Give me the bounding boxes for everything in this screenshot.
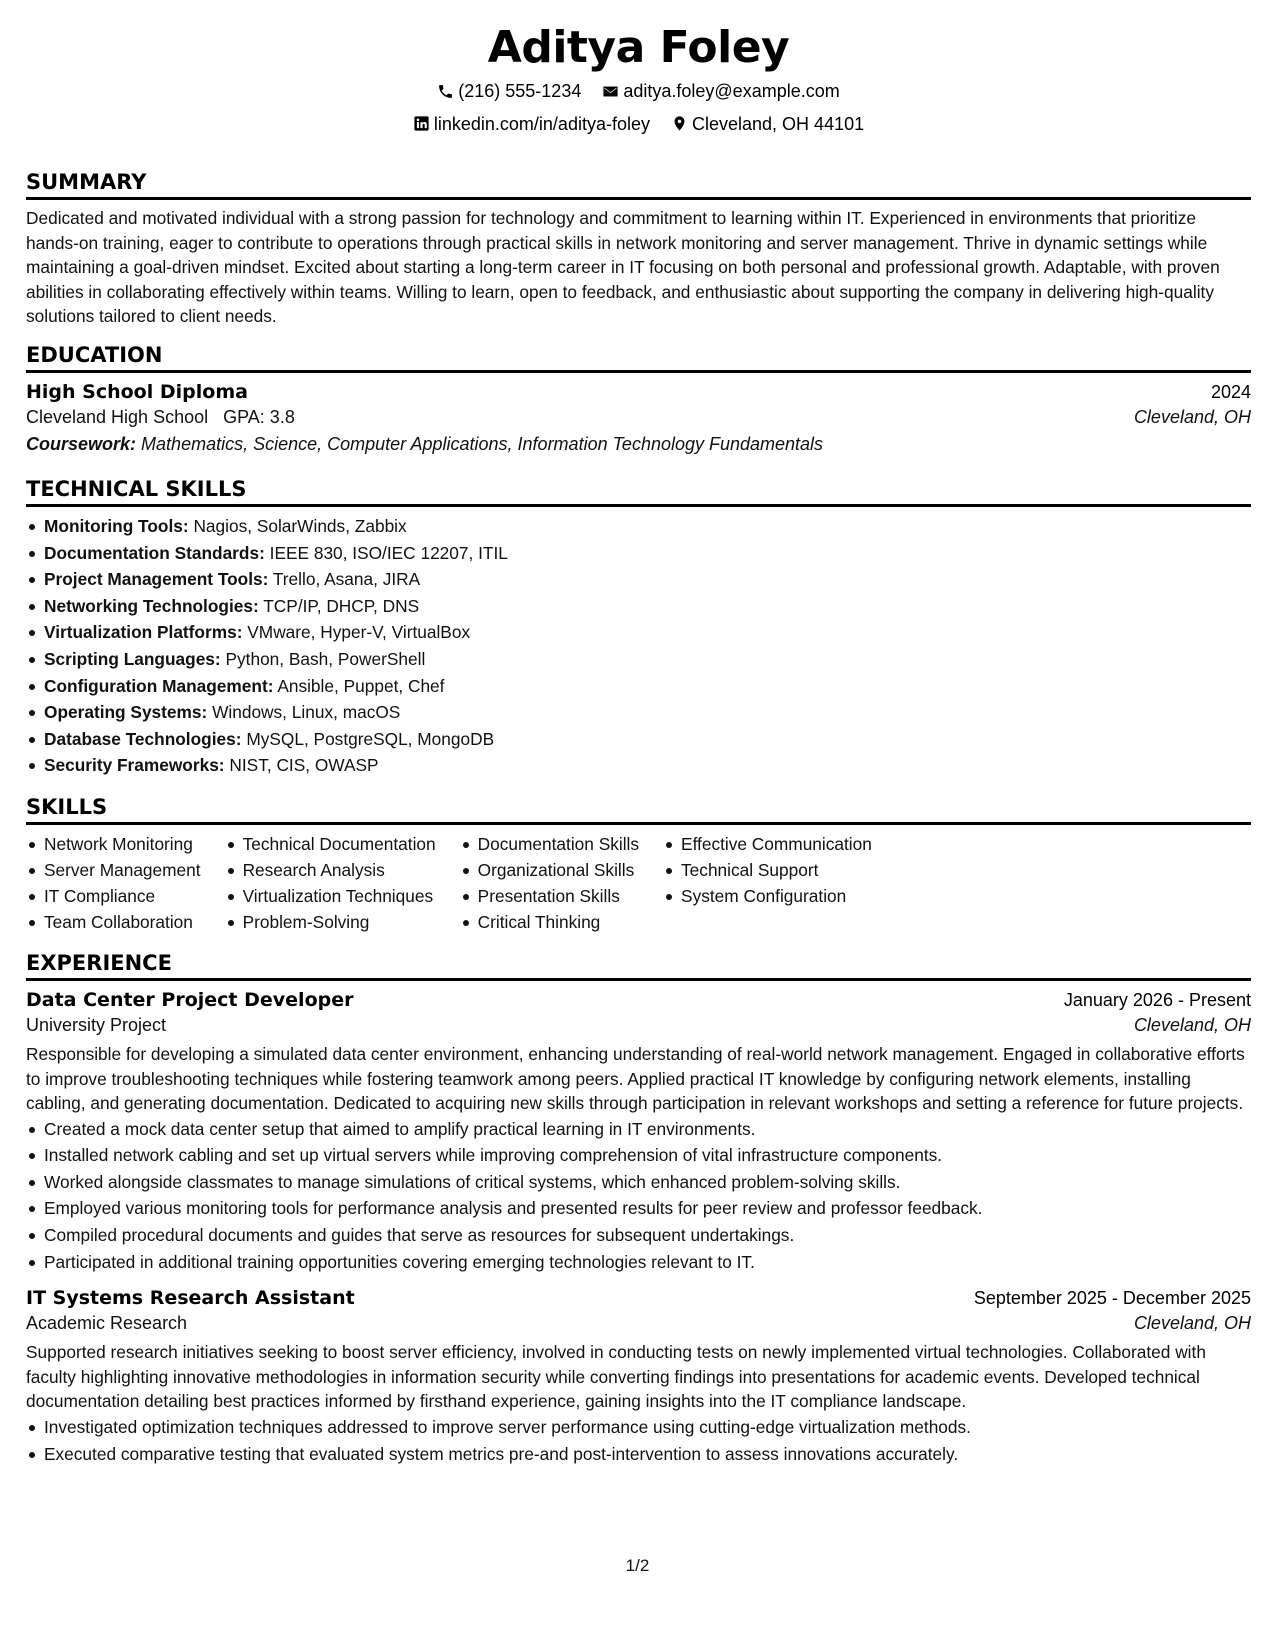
list-item: Executed comparative testing that evaluated system metrics pre-and post-intervention to assess innovations accurately. (26, 1441, 1251, 1468)
skill-values: IEEE 830, ISO/IEC 12207, ITIL (269, 542, 508, 563)
skill-category: Scripting Languages: (44, 648, 221, 669)
list-item: Participated in additional training opportunities covering emerging technologies relevant to IT. (26, 1249, 1251, 1276)
list-item: Server Management (26, 857, 201, 883)
linkedin-icon (413, 115, 430, 132)
list-item: Network Monitoring (26, 831, 201, 857)
school-location: Cleveland, OH (1133, 406, 1251, 427)
job-title: IT Systems Research Assistant (26, 1287, 355, 1310)
skill-values: Python, Bash, PowerShell (225, 648, 426, 669)
contact-row-primary (26, 79, 1251, 106)
job-sub-row (26, 1313, 1251, 1334)
email-contact[interactable] (602, 79, 839, 103)
skills-column (663, 831, 872, 935)
linkedin-contact[interactable] (413, 112, 650, 136)
skill-category: Project Management Tools: (44, 569, 269, 590)
list-item: Organizational Skills (460, 857, 639, 883)
list-item: Installed network cabling and set up virtual servers while improving comprehension of vital infrastructure components. (26, 1142, 1251, 1169)
technical-skills-section (26, 477, 1251, 779)
coursework (26, 434, 1251, 455)
job-org: University Project (26, 1014, 167, 1035)
candidate-name: Aditya Foley (487, 22, 790, 73)
technical-skills-list (26, 513, 1251, 779)
location-text: Cleveland, OH 44101 (692, 113, 865, 134)
list-item: System Configuration (663, 883, 872, 909)
list-item (26, 593, 1251, 620)
school-info (26, 407, 295, 428)
list-item: Documentation Skills (460, 831, 639, 857)
coursework-list: Mathematics, Science, Computer Applications, Information Technology Fundamentals (141, 433, 824, 454)
section-title: EXPERIENCE (26, 951, 1251, 981)
list-item (26, 540, 1251, 567)
list-item (26, 619, 1251, 646)
education-section (26, 343, 1251, 455)
job-header-row (26, 1287, 1251, 1309)
list-item: Technical Support (663, 857, 872, 883)
page-number: 1/2 (625, 1556, 650, 1575)
list-item (26, 752, 1251, 779)
list-item: Created a mock data center setup that aimed to amplify practical learning in IT environments. (26, 1116, 1251, 1143)
list-item (26, 646, 1251, 673)
phone-text: (216) 555-1234 (458, 81, 582, 101)
experience-entry (26, 1287, 1251, 1467)
skill-category: Configuration Management: (44, 675, 274, 696)
skills-grid (26, 831, 1251, 935)
coursework-label: Coursework: (26, 433, 137, 454)
job-dates: September 2025 - December 2025 (973, 1288, 1251, 1309)
linkedin-text[interactable]: linkedin.com/in/aditya-foley (433, 113, 650, 134)
phone-contact (437, 79, 581, 103)
envelope-icon (602, 83, 619, 100)
education-header-row (26, 381, 1251, 403)
list-item: Effective Communication (663, 831, 872, 857)
list-item: Compiled procedural documents and guides that serve as resources for subsequent undertakings. (26, 1222, 1251, 1249)
skill-values: Ansible, Puppet, Chef (277, 675, 445, 696)
skill-category: Security Frameworks: (44, 755, 225, 776)
gpa: GPA: 3.8 (223, 406, 295, 427)
skill-category: Operating Systems: (44, 702, 208, 723)
skill-values: TCP/IP, DHCP, DNS (263, 595, 420, 616)
skills-column (460, 831, 639, 935)
location-contact (671, 112, 864, 136)
section-title: SKILLS (26, 795, 1251, 825)
skill-category: Documentation Standards: (44, 542, 265, 563)
list-item: Employed various monitoring tools for performance analysis and presented results for peer review and professor feedback. (26, 1195, 1251, 1222)
job-description: Supported research initiatives seeking to boost server efficiency, involved in conducting tests on newly implemented virtual technologies. Collaborated with faculty highlighting innovative methodologies in information security while converting findings into presentations for academic events. Developed technical documentation detailing best practices informed by firsthand experience, gaining insights into the IT compliance landscape. (26, 1342, 1206, 1412)
section-title: TECHNICAL SKILLS (26, 477, 1251, 507)
section-title: EDUCATION (26, 343, 1251, 373)
job-header-row (26, 989, 1251, 1011)
skill-values: NIST, CIS, OWASP (229, 755, 379, 776)
section-title: SUMMARY (26, 170, 1251, 200)
experience-entry (26, 989, 1251, 1275)
list-item: Problem-Solving (225, 909, 436, 935)
skill-values: Trello, Asana, JIRA (272, 569, 421, 590)
list-item: Technical Documentation (225, 831, 436, 857)
experience-section (26, 951, 1251, 1467)
map-pin-icon (671, 115, 688, 132)
job-title: Data Center Project Developer (26, 988, 354, 1011)
list-item (26, 566, 1251, 593)
list-item: Worked alongside classmates to manage simulations of critical systems, which enhanced problem-solving skills. (26, 1169, 1251, 1196)
phone-icon (437, 83, 454, 100)
skills-column (225, 831, 436, 935)
list-item: Presentation Skills (460, 883, 639, 909)
job-description: Responsible for developing a simulated data center environment, enhancing understanding of real-world network management. Engaged in collaborative efforts to improve troubleshooting techniques while fostering teamwork among peers. Applied practical IT knowledge by configuring network elements, installing cabling, and generating documentation. Dedicated to acquiring new skills through participation in relevant workshops and setting a reference for future projects. (26, 1043, 1245, 1114)
contact-row-secondary (26, 112, 1251, 139)
school-name: Cleveland High School (26, 406, 209, 427)
education-sub-row (26, 407, 1251, 428)
list-item (26, 673, 1251, 700)
list-item (26, 699, 1251, 726)
job-dates: January 2026 - Present (1063, 989, 1251, 1010)
list-item (26, 513, 1251, 540)
graduation-year: 2024 (1210, 381, 1251, 402)
job-location: Cleveland, OH (1133, 1313, 1251, 1334)
list-item: Critical Thinking (460, 909, 639, 935)
list-item: Research Analysis (225, 857, 436, 883)
list-item: Investigated optimization techniques addressed to improve server performance using cutting-edge virtualization methods. (26, 1414, 1251, 1441)
list-item (26, 726, 1251, 753)
summary-section (26, 170, 1251, 329)
skills-column (26, 831, 201, 935)
job-location: Cleveland, OH (1133, 1014, 1251, 1035)
resume-page (26, 0, 1251, 1467)
skills-section (26, 795, 1251, 935)
list-item: Virtualization Techniques (225, 883, 436, 909)
job-org: Academic Research (26, 1313, 188, 1334)
degree-title: High School Diploma (26, 380, 248, 403)
skill-values: MySQL, PostgreSQL, MongoDB (246, 728, 495, 749)
list-item: IT Compliance (26, 883, 201, 909)
job-bullets (26, 1414, 1251, 1467)
job-bullets (26, 1116, 1251, 1276)
skill-category: Virtualization Platforms: (44, 622, 243, 643)
skill-category: Database Technologies: (44, 728, 242, 749)
email-text[interactable]: aditya.foley@example.com (623, 81, 840, 101)
skill-values: Windows, Linux, macOS (212, 702, 401, 723)
summary-text: Dedicated and motivated individual with a strong passion for technology and commitment to learning within IT. Experienced in environments that prioritize hands-on training, eager to contribute to operations through practical skills in network monitoring and server management. Thrive in dynamic settings while maintaining a goal-driven mindset. Excited about starting a long-term career in IT focusing on both personal and professional growth. Adaptable, with proven abilities in collaborating effectively within teams. Willing to learn, open to feedback, and enthusiastic about supporting the company in delivering high-quality solutions tailored to client needs. (26, 208, 1220, 327)
job-sub-row (26, 1015, 1251, 1036)
skill-values: VMware, Hyper-V, VirtualBox (247, 622, 471, 643)
skill-values: Nagios, SolarWinds, Zabbix (193, 515, 407, 536)
skill-category: Networking Technologies: (44, 595, 259, 616)
skill-category: Monitoring Tools: (44, 515, 189, 536)
list-item: Team Collaboration (26, 909, 201, 935)
